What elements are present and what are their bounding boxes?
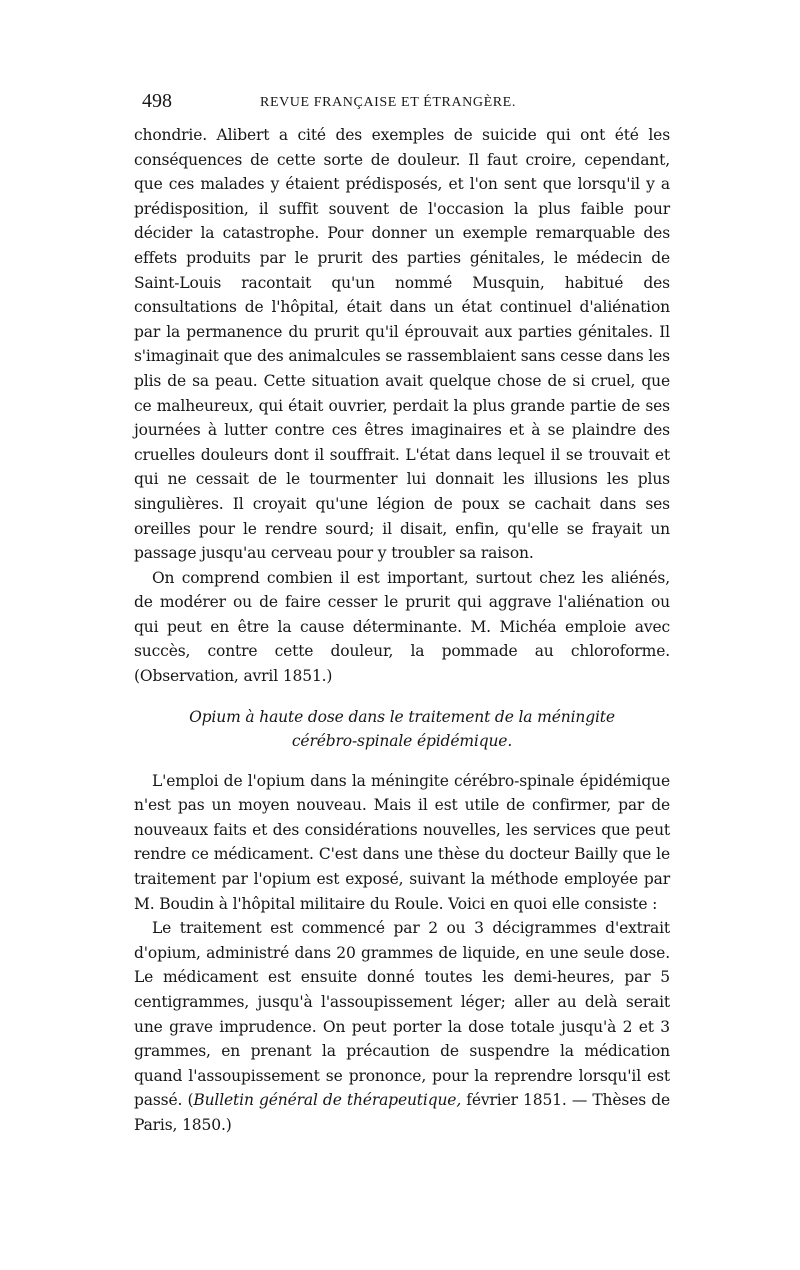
running-head: REVUE FRANÇAISE ET ÉTRANGÈRE.: [260, 95, 516, 110]
page-body: [134, 123, 670, 1138]
paragraph-4-text: Le traitement est commencé par 2 ou 3 décigrammes d'extrait d'opium, administré dans 20 grammes de liquide, en une seule dose. Le médicament est ensuite donné toutes les demi-heures, par 5 centigrammes, jusqu'à l'assoupissement léger; aller au delà serait une grave imprudence. On peut porter la dose totale jusqu'à 2 et 3 grammes, en prenant la précaution de suspendre la médication quand l'assoupissement se prononce, pour la reprendre lorsqu'il est passé. (: [134, 919, 670, 1110]
page-header: [142, 90, 670, 120]
paragraph-2: On comprend combien il est important, surtout chez les aliénés, de modérer ou de faire cesser le prurit qui aggrave l'aliénation ou qui peut en être la cause déterminante. M. Michéa emploie avec succès, contre cette douleur, la pommade au chloroforme. (Observation, avril 1851.): [134, 568, 670, 686]
paragraph-3: L'emploi de l'opium dans la méningite cérébro-spinale épidémique n'est pas un moyen nouveau. Mais il est utile de confirmer, par de nouveaux faits et des considérations nouvelles, les services que peut rendre ce médicament. C'est dans une thèse du docteur Bailly que le traitement par l'opium est exposé, suivant la méthode employée par M. Boudin à l'hôpital militaire du Roule. Voici en quoi elle consiste :: [134, 771, 670, 913]
bulletin-citation: Bulletin général de thérapeutique,: [193, 1091, 462, 1110]
paragraph-1: chondrie. Alibert a cité des exemples de suicide qui ont été les conséquences de cette sorte de douleur. Il faut croire, cependant, que ces malades y étaient prédisposés, et l'on sent que lorsqu'il y a prédisposition, il suffit souvent de l'occasion la plus faible pour décider la catastrophe. Pour donner un exemple remarquable des effets produits par le prurit des parties génitales, le médecin de Saint-Louis racontait qu'un nommé Musquin, habitué des consultations de l'hôpital, était dans un état continuel d'aliénation par la permanence du prurit qu'il éprouvait aux parties génitales. Il s'imaginait que des animalcules se rassemblaient sans cesse dans les plis de sa peau. Cette situation avait quelque chose de si cruel, que ce malheureux, qui était ouvrier, perdait la plus grande partie de ses journées à lutter contre ces êtres imaginaires et à se plaindre des cruelles douleurs dont il souffrait. L'état dans lequel il se trouvait et qui ne cessait de le tourmenter lui donnait les illusions les plus singulières. Il croyait qu'une légion de poux se cachait dans ses oreilles pour le rendre sourd; il disait, enfin, qu'elle se frayait un passage jusqu'au cerveau pour y troubler sa raison.: [134, 126, 670, 563]
paragraph-4: [134, 916, 670, 1137]
section-title-line-1: Opium à haute dose dans le traitement de la méningite: [189, 707, 615, 726]
page-number: 498: [142, 90, 172, 112]
section-title: [134, 705, 670, 753]
section-title-line-2: cérébro-spinale épidémique.: [291, 731, 513, 750]
paragraph-4-end: février 1851. — Thèses de Paris, 1850.): [134, 1091, 670, 1134]
